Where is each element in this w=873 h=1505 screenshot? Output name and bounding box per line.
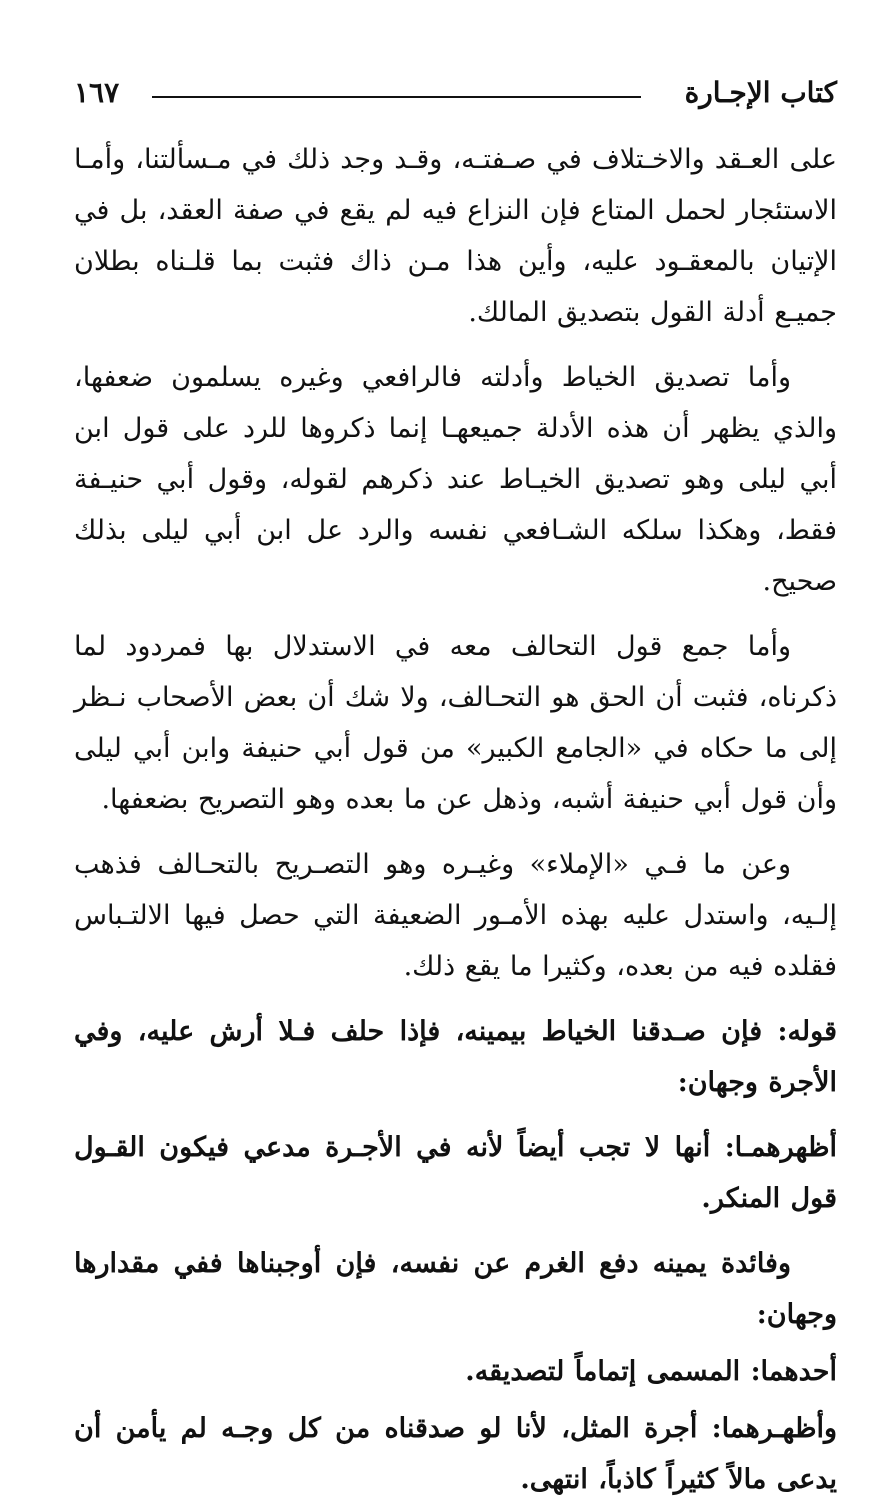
body-text [74,134,837,1505]
header-rule [152,96,641,98]
quoted-option-one: أحدهما: المسمى إتماماً لتصديقه. [465,1356,837,1387]
quoted-benefit: وفائدة يمينه دفع الغرم عن نفسه، فإن أوجبناها ففي مقدارها وجهان: [74,1248,837,1330]
page-number: ١٦٧ [74,76,120,109]
paragraph-3: وأما جمع قول التحالف معه في الاستدلال بها فمردود لما ذكرناه، فثبت أن الحق هو التحـالف، ولا شك أن بعض الأصحاب نـظر إلى ما حكاه في «الجامع الكبير» من قول أبي حنيفة وابن أبي ليلى وأن قول أبي حنيفة أشبه، وذهل عن ما بعده وهو التصريح بضعفها. [74,631,837,815]
quoted-first-view: أظهرهمـا: أنها لا تجب أيضاً لأنه في الأجـرة مدعي فيكون القـول قول المنكر. [74,1132,837,1214]
header-title: كتاب الإجـارة [684,76,837,109]
paragraph-1: على العـقد والاخـتلاف في صـفتـه، وقـد وجد ذلك في مـسألتنا، وأمـا الاستئجار لحمل المتاع فإن النزاع فيه لم يقع في صفة العقد، بل في الإتيان بالمعقـود عليه، وأين هذا مـن ذاك فثبت بما قلـناه بطلان جميـع أدلة القول بتصديق المالك. [74,144,837,328]
quoted-option-two: وأظهـرهما: أجرة المثل، لأنا لو صدقناه من كل وجـه لم يأمن أن يدعى مالاً كثيراً كاذباً، انتهى. [74,1413,837,1495]
quoted-text-paragraph: قوله: فإن صـدقنا الخياط بيمينه، فإذا حلف فـلا أرش عليه، وفي الأجرة وجهان: [74,1016,837,1098]
paragraph-4: وعن ما فـي «الإملاء» وغيـره وهو التصـريح بالتحـالف فذهب إلـيه، واستدل عليه بهذه الأمـور الضعيفة التي حصل فيها الالتـباس فقلده فيه من بعده، وكثيرا ما يقع ذلك. [74,849,837,982]
running-header [74,76,837,116]
paragraph-2: وأما تصديق الخياط وأدلته فالرافعي وغيره يسلمون ضعفها، والذي يظهر أن هذه الأدلة جميعهـا إنما ذكروها للرد على قول ابن أبي ليلى وهو تصديق الخيـاط عند ذكرهم لقوله، وقول أبي حنيـفة فقط، وهكذا سلكه الشـافعي نفسه والرد عل ابن أبي ليلى بذلك صحيح. [74,362,837,597]
